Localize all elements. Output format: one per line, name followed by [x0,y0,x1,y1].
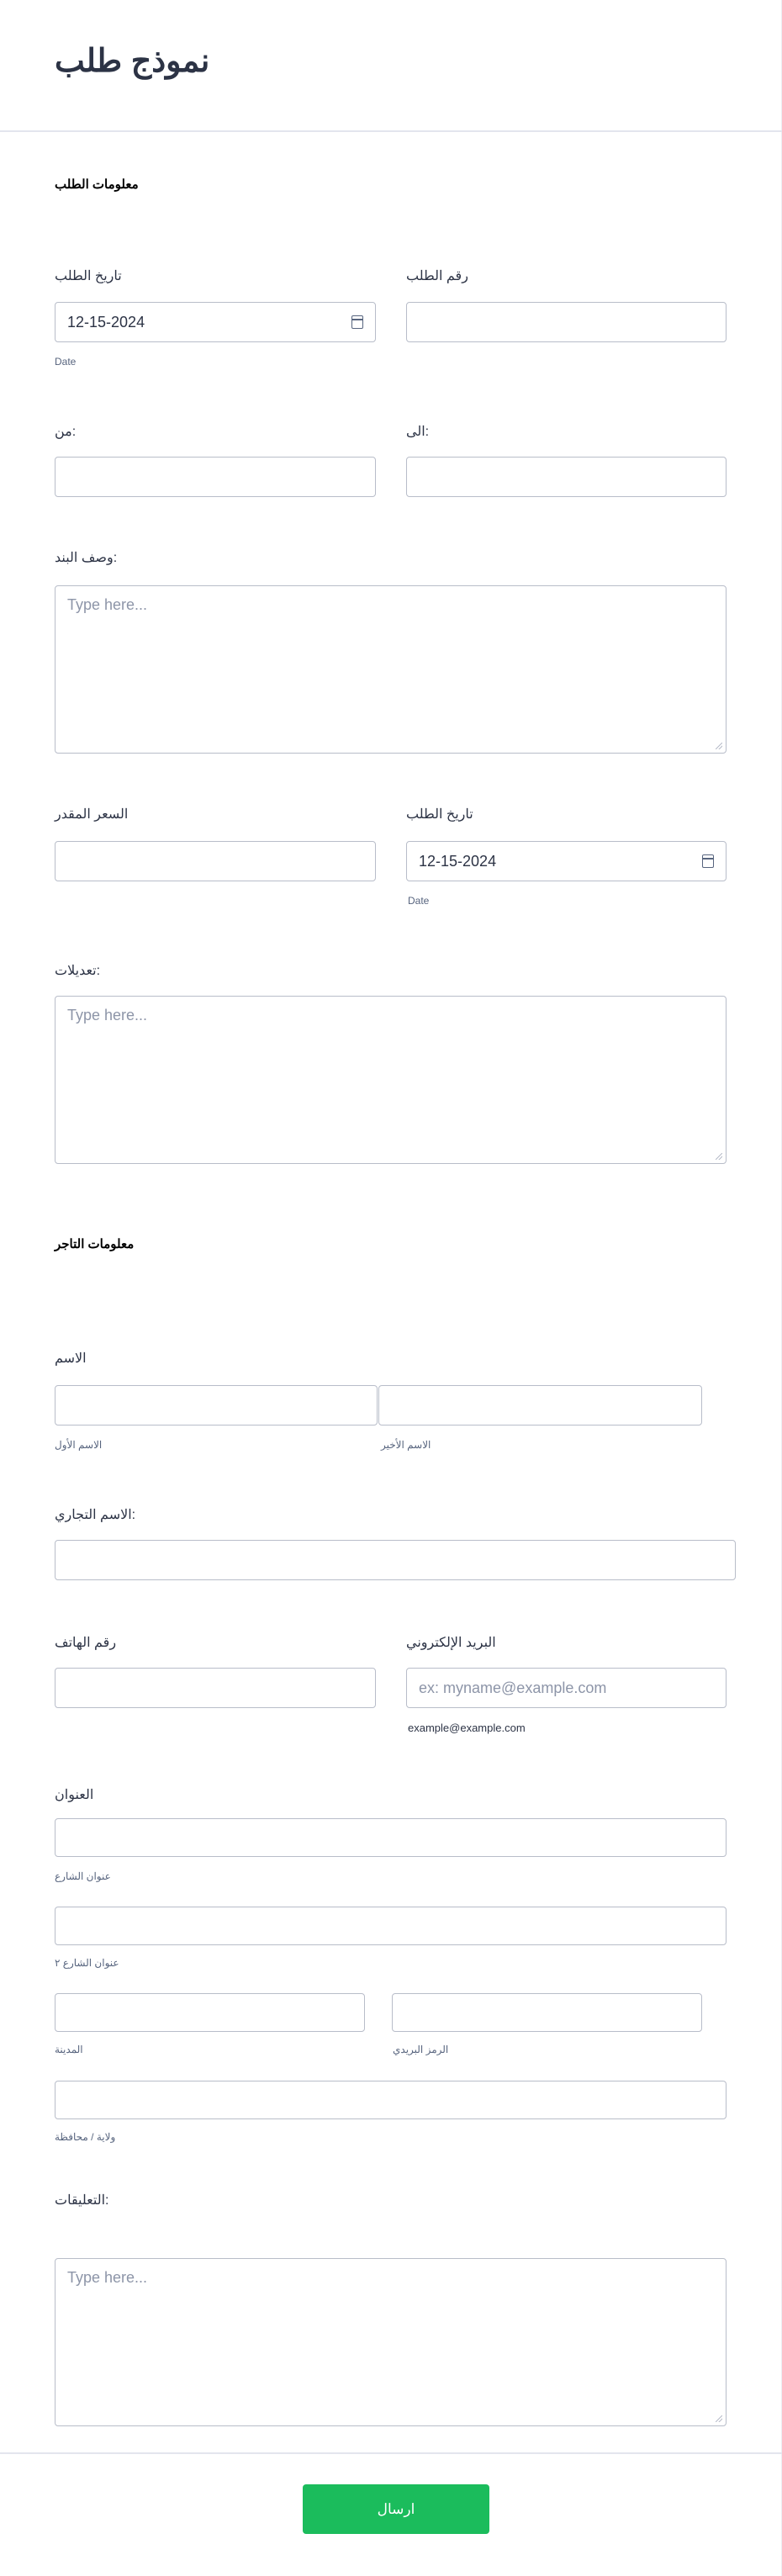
street1-sublabel: عنوان الشارع [55,1870,111,1882]
email-input[interactable] [406,1668,727,1708]
modifications-placeholder: Type here... [67,1007,148,1024]
page-title: نموذج طلب [55,44,210,79]
city-sublabel: المدينة [55,2044,83,2055]
from-label: من: [55,425,77,439]
item-description-placeholder: Type here... [67,596,148,613]
calendar-icon[interactable] [351,315,363,329]
phone-label: رقم الهاتف [55,1636,117,1650]
comments-placeholder: Type here... [67,2269,148,2286]
street1-input[interactable] [55,1818,727,1857]
email-placeholder: ex: myname@example.com [419,1679,607,1696]
last-name-input[interactable] [378,1385,702,1426]
address-label: العنوان [55,1788,94,1802]
request-date-input[interactable] [55,302,376,342]
section-heading-request-info: معلومات الطلب [55,177,139,192]
trade-name-input[interactable] [55,1540,736,1580]
item-description-label: وصف البند: [55,551,118,565]
estimated-price-input[interactable] [55,841,376,881]
request-number-input[interactable] [406,302,727,342]
request-date-value: 12-15-2024 [67,313,145,331]
to-label: الى: [406,425,430,439]
item-description-textarea[interactable] [55,585,727,754]
email-sublabel: example@example.com [408,1722,526,1734]
comments-textarea[interactable] [55,2258,727,2426]
request-date2-label: تاريخ الطلب [406,807,473,822]
street2-sublabel: عنوان الشارع ٢ [55,1957,119,1969]
phone-input[interactable] [55,1668,376,1708]
header-divider [0,130,782,132]
resize-handle-icon[interactable] [716,743,722,749]
name-label: الاسم [55,1351,87,1366]
footer-divider [0,2452,782,2454]
request-date-label: تاريخ الطلب [55,269,122,283]
submit-button[interactable]: ارسال [303,2484,489,2534]
zip-input[interactable] [392,1993,702,2032]
request-number-label: رقم الطلب [406,269,468,283]
first-name-sublabel: الاسم الأول [55,1439,103,1451]
to-input[interactable] [406,457,727,497]
section-heading-merchant-info: معلومات التاجر [55,1237,135,1251]
city-input[interactable] [55,1993,365,2032]
modifications-textarea[interactable] [55,996,727,1164]
from-input[interactable] [55,457,376,497]
zip-sublabel: الرمز البريدي [393,2044,449,2055]
street2-input[interactable] [55,1907,727,1945]
state-sublabel: ولاية / محافظة [55,2131,116,2143]
comments-label: التعليقات: [55,2193,109,2208]
state-input[interactable] [55,2081,727,2119]
trade-name-label: الاسم التجاري: [55,1508,136,1522]
first-name-input[interactable] [55,1385,378,1426]
resize-handle-icon[interactable] [716,2415,722,2422]
modifications-label: تعديلات: [55,964,101,978]
request-date-sublabel: Date [55,356,77,368]
email-label: البريد الإلكتروني [406,1636,496,1650]
estimated-price-label: السعر المقدر [55,807,129,822]
request-date2-sublabel: Date [408,895,430,907]
last-name-sublabel: الاسم الأخير [381,1439,431,1451]
request-date2-value: 12-15-2024 [419,852,497,870]
resize-handle-icon[interactable] [716,1153,722,1160]
calendar-icon[interactable] [702,854,714,868]
request-date2-input[interactable] [406,841,727,881]
